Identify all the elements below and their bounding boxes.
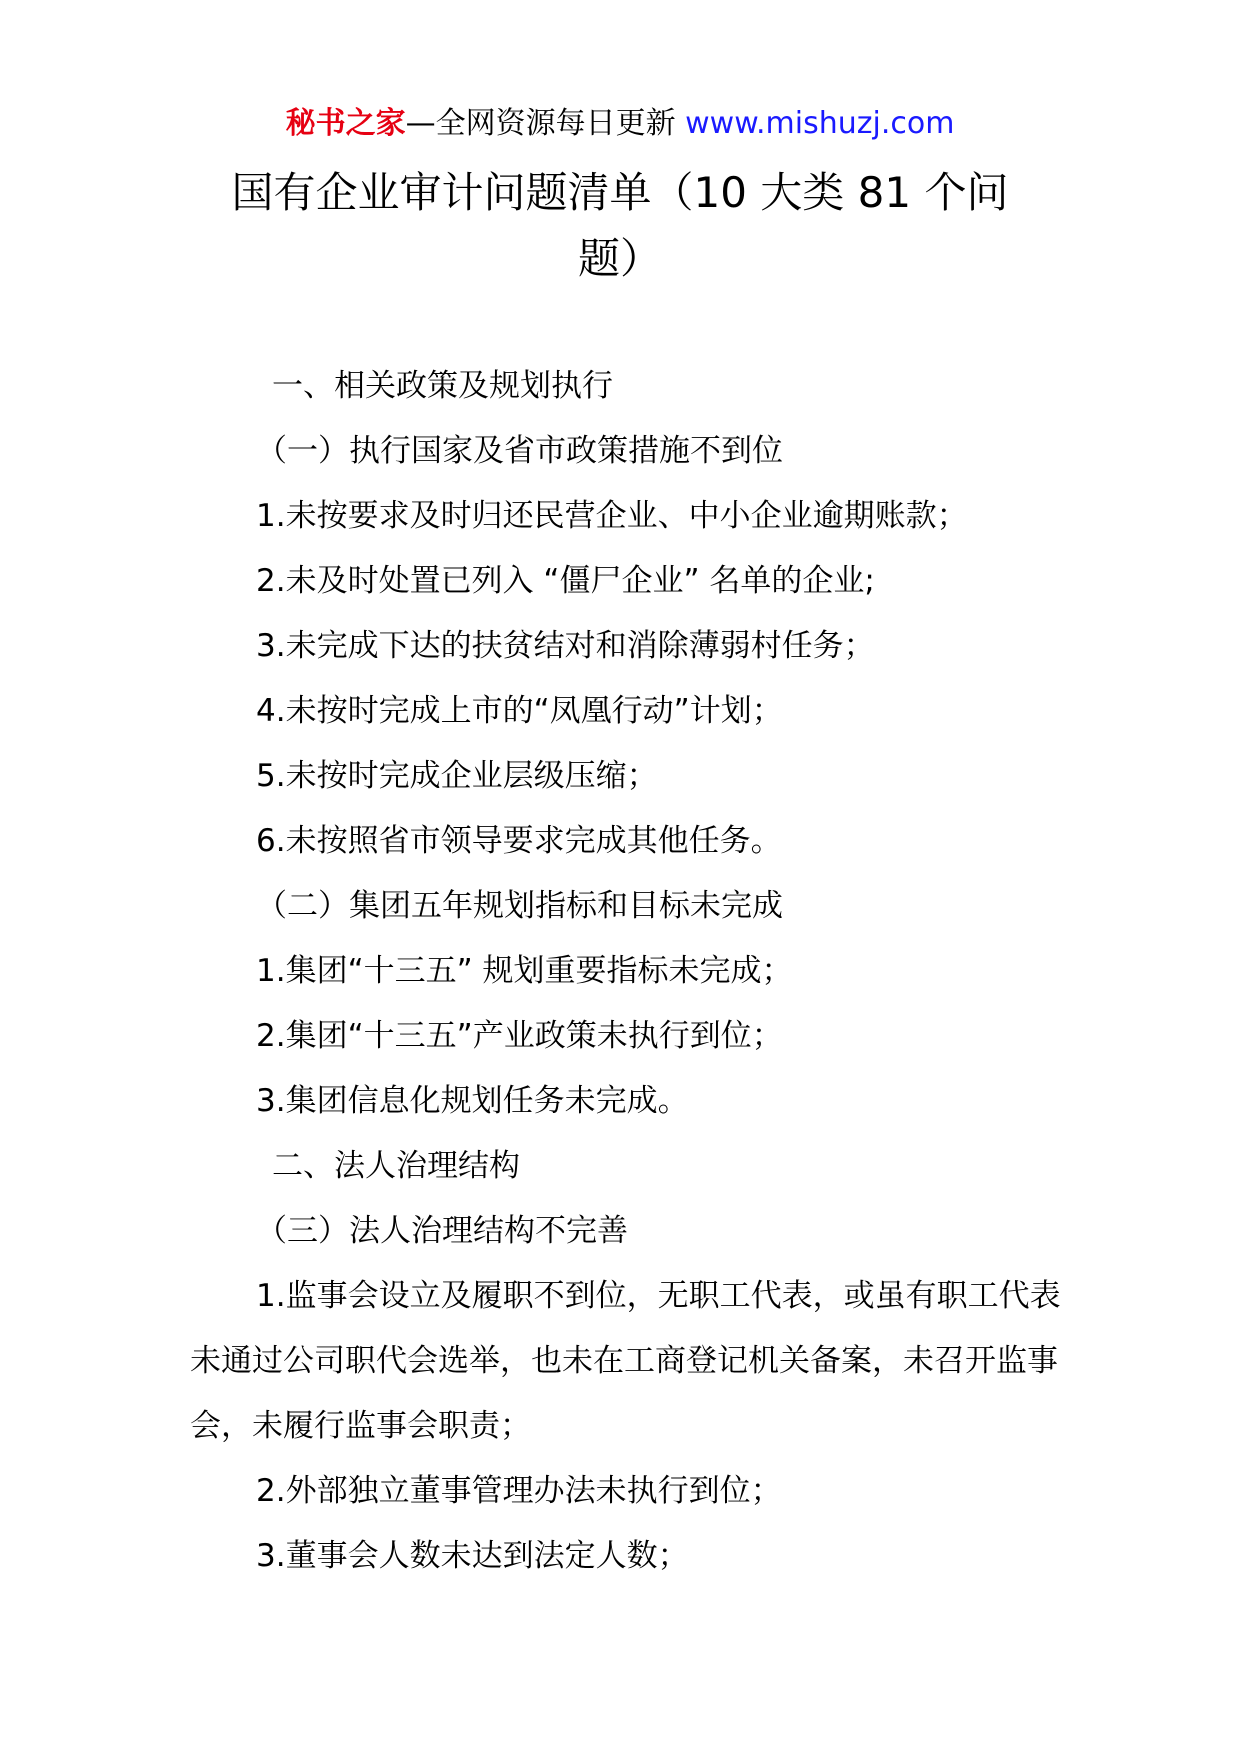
subsection-heading: （一）执行国家及省市政策措施不到位	[256, 433, 783, 469]
list-item: 3.未完成下达的扶贫结对和消除薄弱村任务；	[256, 628, 875, 664]
site-header	[0, 102, 1240, 146]
section-heading: 一、相关政策及规划执行	[272, 368, 613, 404]
list-item: 1.未按要求及时归还民营企业、中小企业逾期账款；	[256, 498, 968, 534]
list-item: 2.集团“十三五”产业政策未执行到位；	[256, 1018, 783, 1054]
subsection-heading: （三）法人治理结构不完善	[256, 1213, 628, 1249]
subsection-heading: （二）集团五年规划指标和目标未完成	[256, 888, 783, 924]
list-item: 2.未及时处置已列入 “僵尸企业” 名单的企业;	[256, 563, 875, 599]
list-item: 2.外部独立董事管理办法未执行到位；	[256, 1473, 782, 1509]
document-title: 国有企业审计问题清单（10 大类 81 个问题）	[231, 168, 1009, 283]
document-body	[190, 354, 1070, 1589]
list-item: 4.未按时完成上市的“凤凰行动”计划；	[256, 693, 783, 729]
list-item-paragraph: 1.监事会设立及履职不到位，无职工代表，或虽有职工代表未通过公司职代会选举，也未在工商登记机关备案，未召开监事会，未履行监事会职责；	[190, 1278, 1061, 1444]
list-item: 6.未按照省市领导要求完成其他任务。	[256, 823, 782, 859]
list-item: 3.集团信息化规划任务未完成。	[256, 1083, 689, 1119]
brand-name: 秘书之家	[285, 106, 406, 141]
list-item: 1.集团“十三五” 规划重要指标未完成；	[256, 953, 793, 989]
section-heading: 二、法人治理结构	[272, 1148, 520, 1184]
list-item: 3.董事会人数未达到法定人数；	[256, 1538, 689, 1574]
website-link[interactable]: www.mishuzj.com	[685, 106, 955, 141]
list-item: 5.未按时完成企业层级压缩；	[256, 758, 658, 794]
header-slogan: —全网资源每日更新	[405, 106, 676, 141]
